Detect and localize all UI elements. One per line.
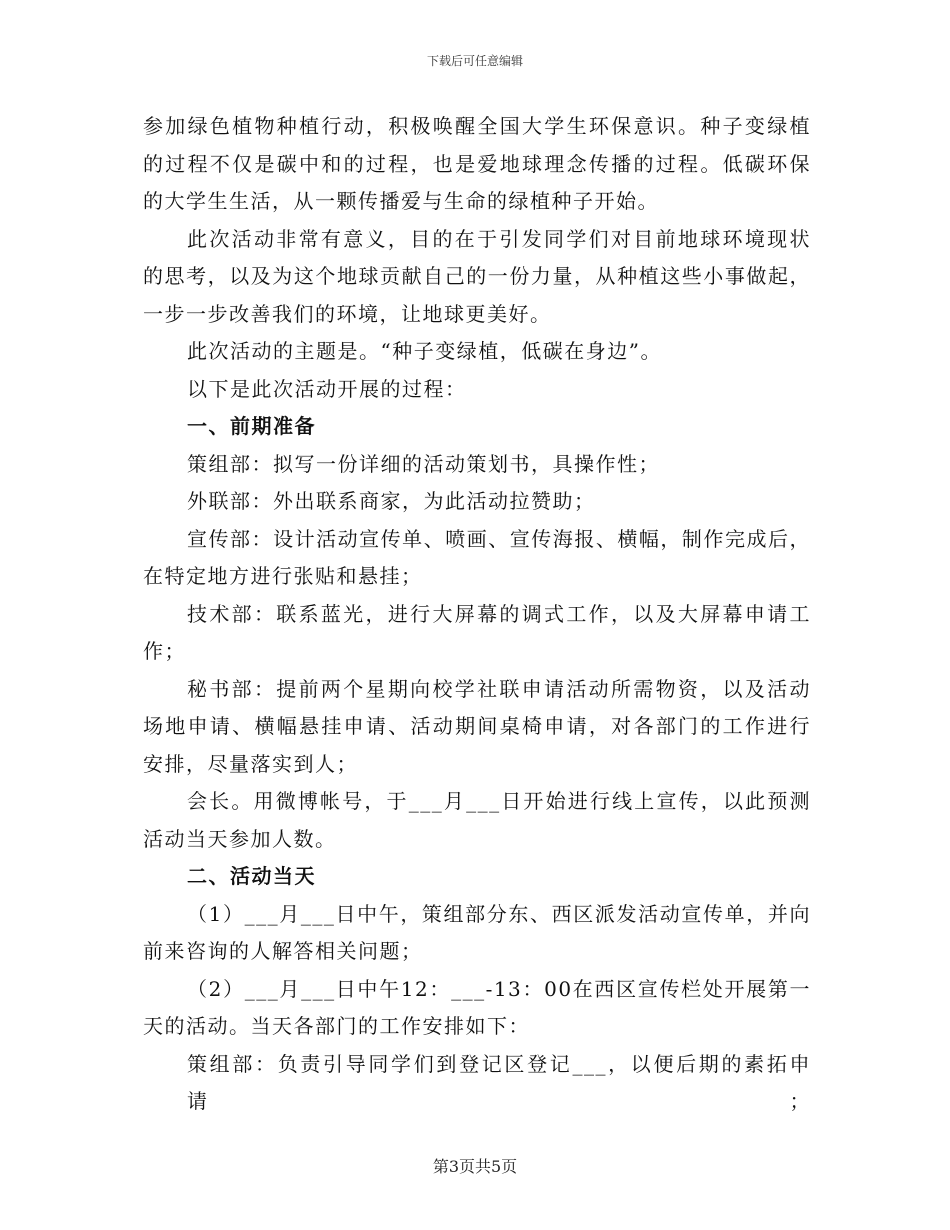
paragraph-line: 外联部：外出联系商家，为此活动拉赞助；: [187, 489, 596, 513]
paragraph-line: 一步一步改善我们的环境，让地球更美好。: [143, 301, 552, 326]
paragraph-line: 的过程不仅是碳中和的过程，也是爱地球理念传播的过程。低碳环保: [143, 151, 811, 176]
paragraph-line: 宣传部：设计活动宣传单、喷画、宣传海报、横幅，制作完成后，: [187, 526, 811, 551]
page-header: 下载后可任意编辑: [426, 54, 523, 68]
section-heading-event-day: 二、活动当天: [187, 864, 316, 888]
paragraph-line: 在特定地方进行张贴和悬挂；: [143, 564, 423, 588]
paragraph-line: 场地申请、横幅悬挂申请、活动期间桌椅申请，对各部门的工作进行: [143, 714, 811, 738]
paragraph-line: 此次活动的主题是。“种子变绿植，低碳在身边”。: [187, 339, 662, 363]
paragraph-line: 此次活动非常有意义，目的在于引发同学们对目前地球环境现状: [187, 226, 811, 251]
paragraph-line: 秘书部：提前两个星期向校学社联申请活动所需物资，以及活动: [187, 676, 811, 701]
paragraph-line: 的思考，以及为这个地球贡献自己的一份力量，从种植这些小事做起，: [143, 264, 811, 288]
page-footer: 第3页共5页: [432, 1157, 518, 1176]
paragraph-line: 活动当天参加人数。: [143, 826, 337, 851]
paragraph-line: 策组部：负责引导同学们到登记区登记___，以便后期的素拓申请；: [187, 1051, 811, 1113]
paragraph-line: 天的活动。当天各部门的工作安排如下：: [143, 1014, 530, 1038]
paragraph-line: （1）___月___日中午，策组部分东、西区派发活动宣传单，并向: [187, 901, 811, 926]
paragraph-line: 作；: [143, 639, 186, 663]
paragraph-line: 以下是此次活动开展的过程：: [187, 376, 467, 401]
paragraph-line: （2）___月___日中午12：___-13：00在西区宣传栏处开展第一: [187, 976, 811, 1001]
paragraph-line: 策组部：拟写一份详细的活动策划书，具操作性；: [187, 451, 660, 476]
paragraph-line: 会长。用微博帐号，于___月___日开始进行线上宣传，以此预测: [187, 789, 811, 813]
paragraph-line: 安排，尽量落实到人；: [143, 751, 358, 776]
document-body: [143, 108, 811, 1113]
paragraph-line: 参加绿色植物种植行动，积极唤醒全国大学生环保意识。种子变绿植: [143, 114, 811, 138]
paragraph-line: 前来咨询的人解答相关问题；: [143, 939, 423, 963]
paragraph-line: 的大学生生活，从一颗传播爱与生命的绿植种子开始。: [143, 189, 659, 213]
paragraph-line: 技术部：联系蓝光，进行大屏幕的调式工作，以及大屏幕申请工: [187, 601, 811, 626]
section-heading-preparation: 一、前期准备: [187, 414, 316, 438]
